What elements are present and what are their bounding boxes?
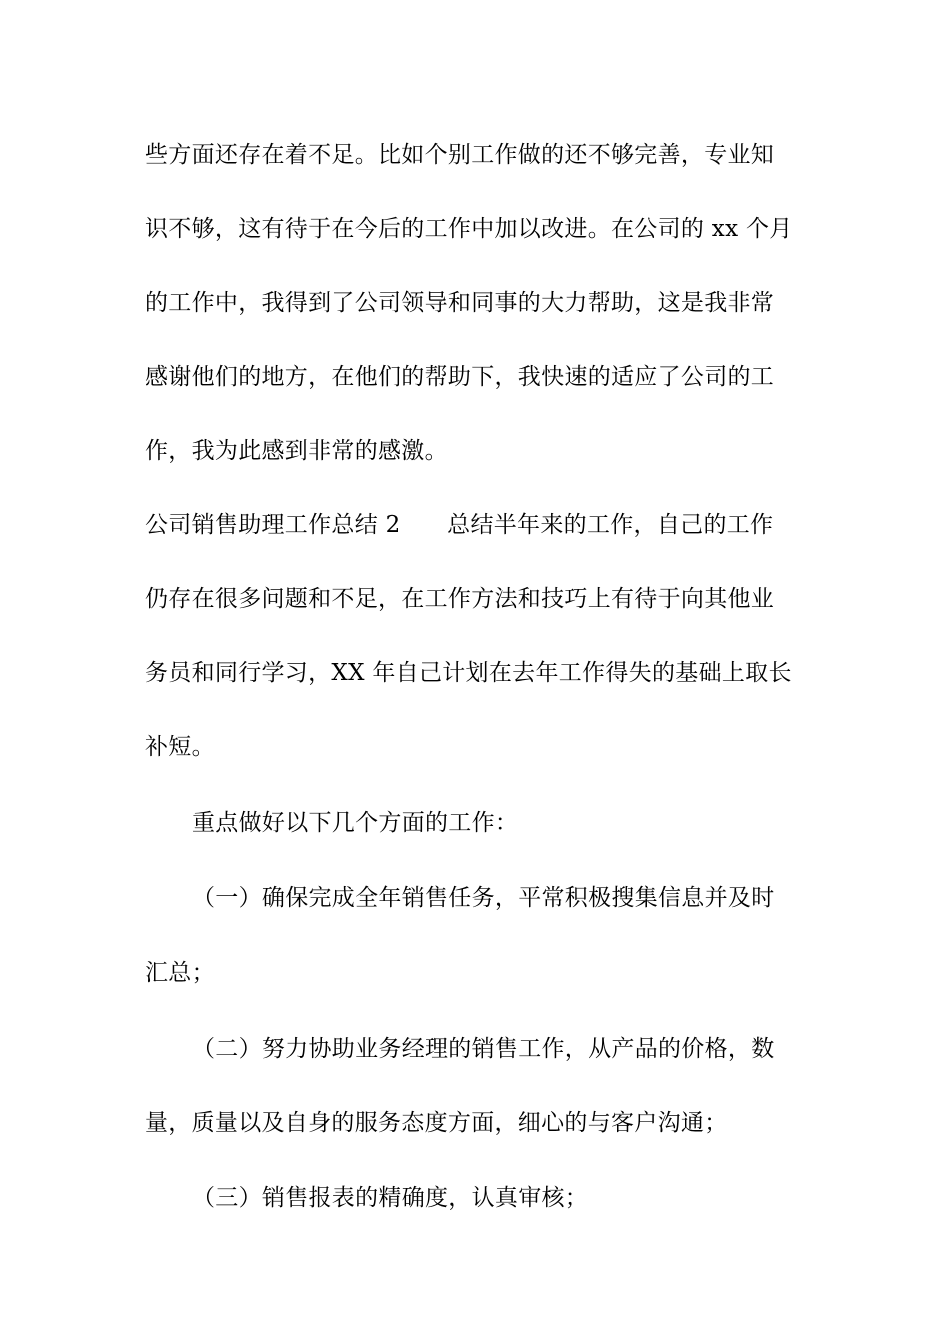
text-line: 重点做好以下几个方面的工作： [192, 810, 519, 836]
text-line: 的工作中，我得到了公司领导和同事的大力帮助，这是我非常 [145, 290, 775, 316]
text-line: 作，我为此感到非常的感激。 [145, 438, 448, 464]
list-item-1: （一）确保完成全年销售任务，平常积极搜集信息并及时 [192, 885, 775, 911]
text-line: 些方面还存在着不足。比如个别工作做的还不够完善，专业知 [145, 142, 775, 168]
text-line: 务员和同行学习，XX 年自己计划在去年工作得失的基础上取长 [145, 660, 792, 686]
text-line: 补短。 [145, 734, 215, 760]
text-line: 汇总； [145, 960, 215, 986]
text-line: 识不够，这有待于在今后的工作中加以改进。在公司的 xx 个月 [145, 216, 793, 242]
list-item-3: （三）销售报表的精确度，认真审核； [192, 1185, 589, 1211]
text-line: 感谢他们的地方，在他们的帮助下，我快速的适应了公司的工 [145, 364, 775, 390]
section-heading-line: 公司销售助理工作总结 2 总结半年来的工作，自己的工作 [145, 512, 774, 538]
text-line: 量，质量以及自身的服务态度方面，细心的与客户沟通； [145, 1110, 728, 1136]
list-item-2: （二）努力协助业务经理的销售工作，从产品的价格，数 [192, 1036, 775, 1062]
text-line: 仍存在很多问题和不足，在工作方法和技巧上有待于向其他业 [145, 586, 775, 612]
